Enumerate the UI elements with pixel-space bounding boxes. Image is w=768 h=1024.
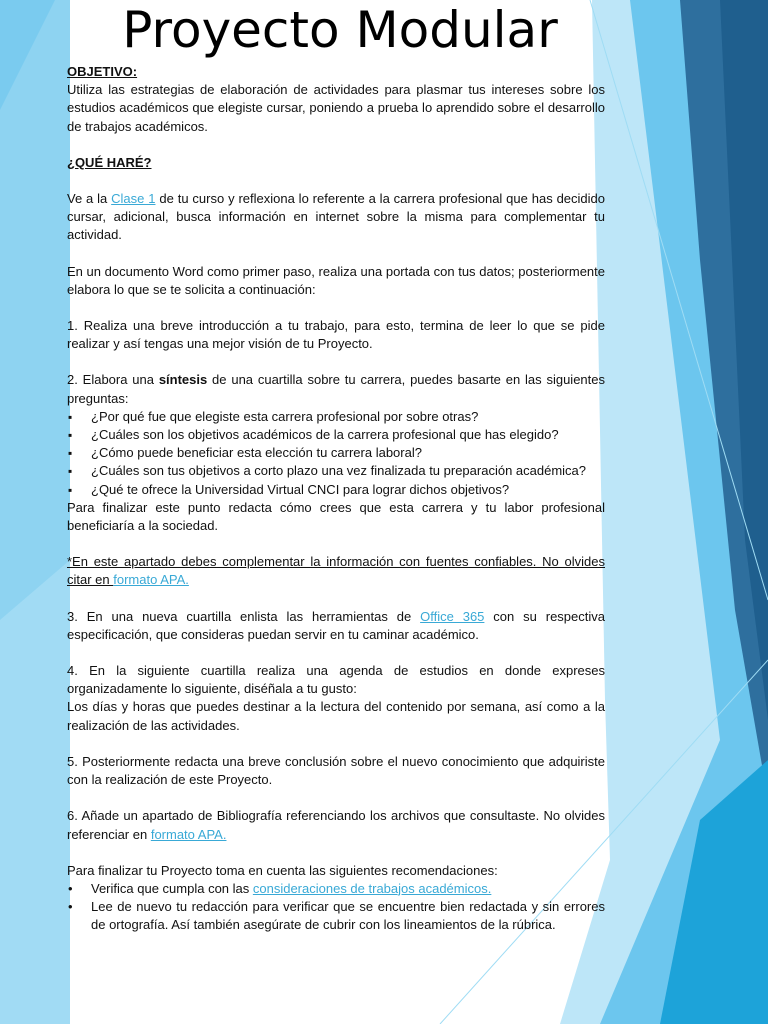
objetivo-text: Utiliza las estrategias de elaboración de actividades para plasmar tus intereses sobre los estudios académicos que elegiste cursar, poniendo a prueba lo aprendido sobre el desarrollo de trabajos académicos. (67, 82, 605, 134)
objetivo-heading: OBJETIVO: (67, 64, 138, 79)
step-1: 1. Realiza una breve introducción a tu trabajo, para esto, termina de leer lo que se pide realizar y así tengas una mejor visión de tu Proyecto. (67, 318, 605, 352)
left-blue-band-light (0, 560, 70, 1024)
que-hare-paragraph-2: En un documento Word como primer paso, realiza una portada con tus datos; posteriormente elabora lo que se te solicita a continuación: (67, 263, 605, 297)
page-title: Proyecto Modular (122, 1, 558, 59)
step-3: 3. En una nueva cuartilla enlista las herramientas de Office 365 con su respectiva especificación, que consideras puedan servir en tu caminar académico. (67, 608, 605, 642)
apa-note: *En este apartado debes complementar la información con fuentes confiables. No olvides citar en formato APA. (67, 554, 605, 588)
step-4: 4. En la siguiente cuartilla realiza una agenda de estudios en donde expreses organizadamente lo siguiente, diséñala a tu gusto: (67, 663, 605, 697)
document-body (67, 63, 605, 935)
list-item: • Verifica que cumpla con las consideraciones de trabajos académicos. (67, 880, 605, 898)
office-365-link[interactable]: Office 365 (420, 608, 485, 624)
que-hare-heading: ¿QUÉ HARÉ? (67, 154, 152, 170)
list-item: ▪ ¿Qué te ofrece la Universidad Virtual CNCI para lograr dichos objetivos? (67, 481, 605, 499)
step-6: 6. Añade un apartado de Bibliografía referenciando los archivos que consultaste. No olvides referenciar en formato APA. (67, 808, 605, 842)
list-item: ▪ ¿Por qué fue que elegiste esta carrera profesional por sobre otras? (67, 408, 605, 426)
step-2-intro: 2. Elabora una síntesis de una cuartilla sobre tu carrera, puedes basarte en las siguientes preguntas: (67, 372, 605, 406)
sintesis-keyword: síntesis (158, 372, 208, 388)
step-5: 5. Posteriormente redacta una breve conclusión sobre el nuevo conocimiento que adquiriste con la realización de este Proyecto. (67, 753, 605, 788)
step-2-closing: Para finalizar este punto redacta cómo crees que esta carrera y tu labor profesional beneficiaría a la sociedad. (67, 499, 605, 534)
apa-format-link-2[interactable]: formato APA. (150, 826, 227, 842)
list-item: ▪ ¿Cuáles son tus objetivos a corto plazo una vez finalizada tu preparación académica? (67, 462, 605, 480)
academic-considerations-link[interactable]: consideraciones de trabajos académicos. (252, 880, 492, 896)
final-intro: Para finalizar tu Proyecto toma en cuenta las siguientes recomendaciones: (67, 862, 498, 878)
questions-list (67, 408, 605, 499)
recommendations-list (67, 880, 605, 935)
step-4-detail: Los días y horas que puedes destinar a la lectura del contenido por semana, así como a la realización de las actividades. (67, 699, 605, 733)
clase-1-link[interactable]: Clase 1 (111, 191, 156, 207)
apa-format-link[interactable]: formato APA. (113, 572, 189, 588)
que-hare-paragraph-1: Ve a la Clase 1 de tu curso y reflexiona lo referente a la carrera profesional que has decidido cursar, adicional, busca información en internet sobre la misma para complementar tu actividad. (67, 191, 606, 243)
list-item: ▪ ¿Cómo puede beneficiar esta elección tu carrera laboral? (67, 444, 605, 462)
list-item: • Lee de nuevo tu redacción para verificar que se encuentre bien redactada y sin errores de ortografía. Así también asegúrate de cubrir con los lineamientos de la rúbrica. (67, 898, 605, 934)
list-item: ▪ ¿Cuáles son los objetivos académicos de la carrera profesional que has elegido? (67, 426, 605, 444)
